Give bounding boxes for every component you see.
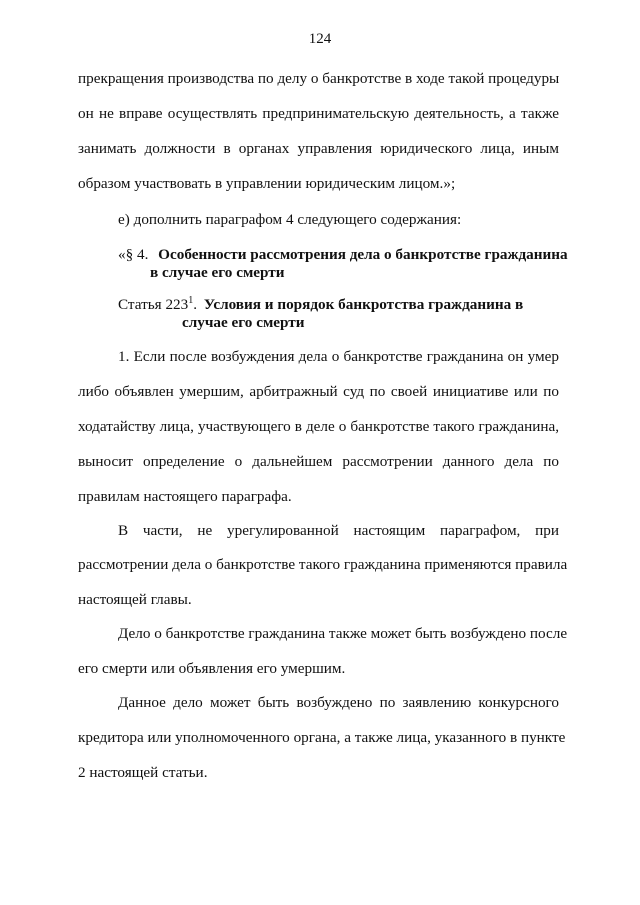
text-line: 1. Если после возбуждения дела о банкротстве гражданина он умер — [118, 348, 559, 365]
section-heading-title: Особенности рассмотрения дела о банкротстве гражданина — [158, 246, 568, 263]
text-line: выносит определение о дальнейшем рассмотрении данного дела по — [78, 453, 559, 470]
article-superscript: 1 — [188, 294, 194, 306]
section-heading-title-line2: в случае его смерти — [150, 264, 285, 281]
text-line: кредитора или уполномоченного органа, а также лица, указанного в пункте — [78, 729, 566, 746]
article-dot: . — [193, 296, 198, 313]
section-heading-prefix: «§ 4. — [118, 246, 149, 263]
text-line: настоящей главы. — [78, 591, 192, 608]
page-number: 124 — [308, 31, 332, 47]
text-line: 2 настоящей статьи. — [78, 764, 208, 781]
text-line: образом участвовать в управлении юридическим лицом.»; — [78, 175, 456, 192]
text-line: либо объявлен умершим, арбитражный суд по своей инициативе или по — [78, 383, 559, 400]
text-line: прекращения производства по делу о банкротстве в ходе такой процедуры — [78, 70, 560, 87]
instruction-line: е) дополнить параграфом 4 следующего содержания: — [118, 211, 462, 228]
text-line: он не вправе осуществлять предпринимательскую деятельность, а также — [78, 105, 559, 122]
text-line: рассмотрении дела о банкротстве такого гражданина применяются правила — [78, 556, 568, 573]
article-title-line2: случае его смерти — [182, 314, 305, 331]
text-line: его смерти или объявления его умершим. — [78, 660, 346, 677]
text-line: В части, не урегулированной настоящим параграфом, при — [118, 522, 559, 539]
article-label: Статья 223 — [118, 296, 189, 313]
text-line: занимать должности в органах управления юридического лица, иным — [78, 140, 559, 157]
text-line: правилам настоящего параграфа. — [78, 488, 292, 505]
text-line: ходатайству лица, участвующего в деле о банкротстве такого гражданина, — [78, 418, 559, 435]
text-line: Данное дело может быть возбуждено по заявлению конкурсного — [118, 694, 559, 711]
article-title: Условия и порядок банкротства гражданина в — [203, 296, 524, 313]
text-line: Дело о банкротстве гражданина также может быть возбуждено после — [118, 625, 568, 642]
